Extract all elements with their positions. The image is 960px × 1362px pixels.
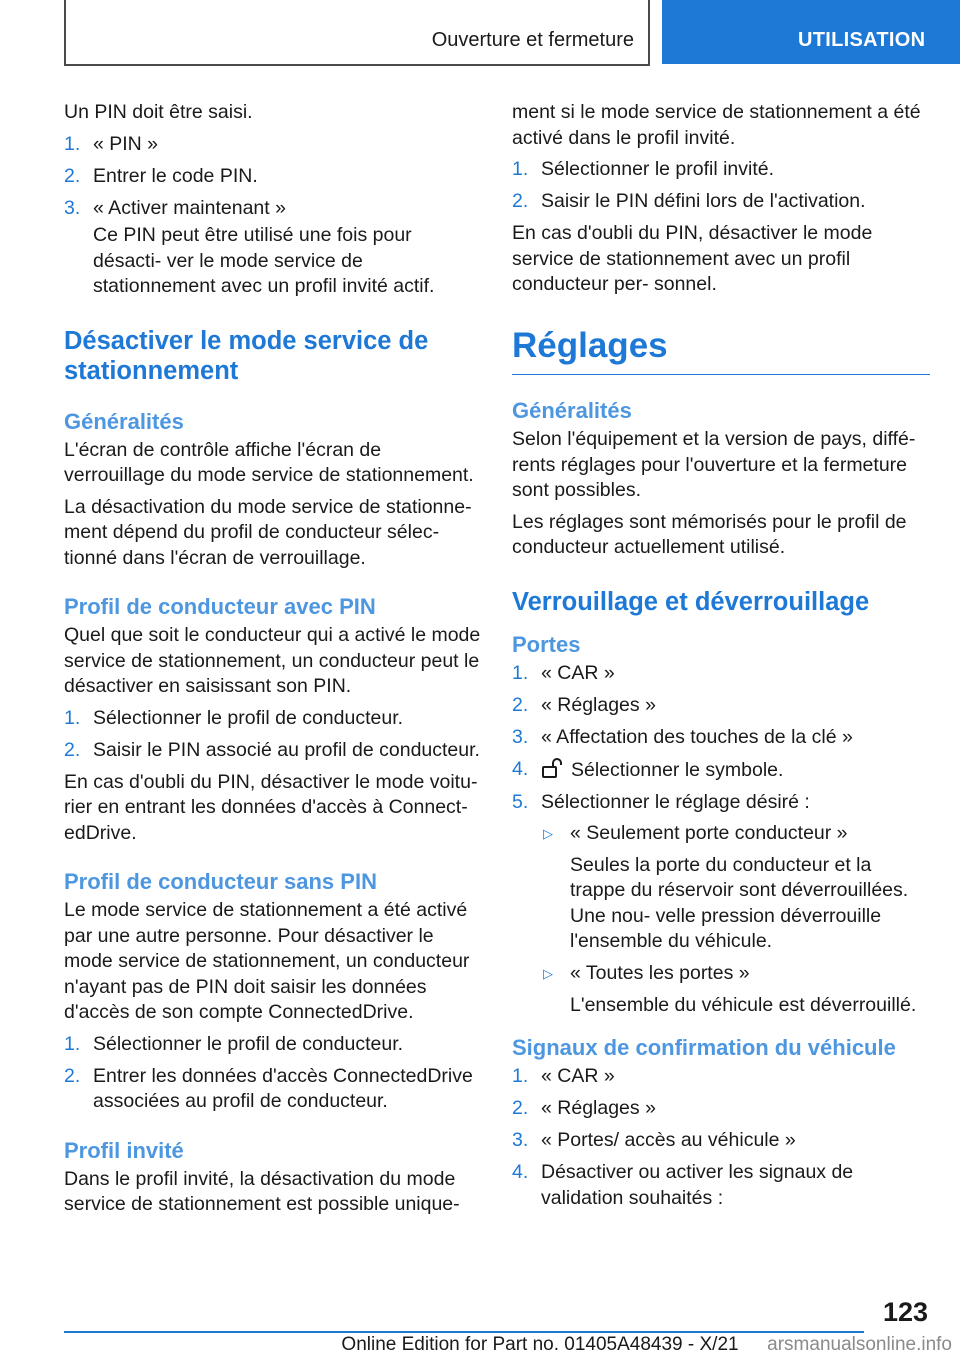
- step-text: « Activer maintenant »: [93, 196, 286, 219]
- signals-steps: [512, 1064, 930, 1211]
- step-text: Sélectionner le réglage désiré :: [541, 790, 810, 813]
- forgot-pin-paragraph: En cas d'oubli du PIN, désactiver le mode voitu‐ rier en entrant les données d'accès à Connect‐ edDrive.: [64, 770, 478, 844]
- step-number: 1.: [512, 661, 529, 684]
- step-note: Ce PIN peut être utilisé une fois pour désacti‐ ver le mode service de stationnement avec un profil invité actif.: [93, 224, 435, 297]
- heading-doors: Portes: [512, 631, 581, 657]
- pin-steps: [64, 132, 482, 300]
- step-text: Entrer le code PIN.: [93, 164, 258, 187]
- list-item: [512, 1160, 930, 1211]
- step-number: 1.: [512, 1065, 529, 1087]
- list-item: [64, 738, 482, 764]
- guest-paragraph: Dans le profil invité, la désactivation du mode service de stationnement est possible unique‐: [64, 1167, 460, 1215]
- list-item: [512, 157, 930, 183]
- list-item: [64, 706, 482, 732]
- header-chapter-tab: UTILISATION: [662, 0, 960, 64]
- triangle-bullet-icon: ▷: [543, 966, 553, 981]
- heading-general-settings: Généralités: [512, 398, 632, 423]
- without-pin-paragraph: Le mode service de stationnement a été activé par une autre personne. Pour désactiver le mode service de stationnement, un conducteur n'ayant pas de PIN doit saisir les données d'accès de son compte ConnectedDrive.: [64, 899, 470, 1023]
- step-number: 5.: [512, 790, 529, 813]
- heading-guest: Profil invité: [64, 1137, 184, 1163]
- option-label: « Seulement porte conducteur »: [570, 822, 848, 844]
- step-number: 2.: [512, 1097, 529, 1119]
- forgot-pin-guest-paragraph: En cas d'oubli du PIN, désactiver le mode service de stationnement avec un profil conducteur per‐ sonnel.: [512, 222, 873, 295]
- step-text: Désactiver ou activer les signaux de validation souhaités :: [541, 1161, 854, 1209]
- footer-divider: [64, 1331, 864, 1333]
- list-item: [541, 821, 930, 955]
- step-text: « PIN »: [93, 132, 159, 155]
- step-number: 2.: [64, 1064, 81, 1087]
- intro-text: Un PIN doit être saisi.: [64, 101, 253, 123]
- step-number: 1.: [64, 132, 81, 155]
- page-number: 123: [882, 1297, 928, 1327]
- step-text: « CAR »: [541, 661, 615, 684]
- footer-watermark: arsmanualsonline.info: [767, 1334, 952, 1355]
- list-item: [512, 1064, 930, 1090]
- heading-deactivate: Désactiver le mode service de stationnement: [64, 326, 429, 385]
- heading-without-pin: Profil de conducteur sans PIN: [64, 869, 377, 894]
- step-number: 4.: [512, 1161, 529, 1183]
- step-text: « Affectation des touches de la clé »: [541, 725, 853, 748]
- with-pin-steps: [64, 706, 482, 764]
- header-section-title: Ouverture et fermeture: [431, 29, 634, 51]
- heading-lock-unlock: Verrouillage et déverrouillage: [512, 587, 870, 616]
- continued-paragraph: ment si le mode service de stationnement a été activé dans le profil invité.: [512, 101, 921, 149]
- triangle-bullet-icon: ▷: [543, 826, 553, 841]
- step-number: 2.: [512, 190, 529, 212]
- step-number: 1.: [64, 1032, 81, 1055]
- step-text: « Réglages »: [541, 693, 656, 716]
- heading-divider: [512, 374, 930, 376]
- heading-general: Généralités: [64, 408, 184, 434]
- right-column: [512, 100, 930, 1218]
- list-item: [512, 661, 930, 687]
- list-item: [512, 757, 930, 784]
- unlock-icon: [541, 757, 563, 779]
- heading-settings: Réglages: [512, 325, 668, 365]
- step-text: Saisir le PIN associé au profil de conducteur.: [93, 738, 480, 761]
- header-section-box: [64, 0, 650, 66]
- step-text: « CAR »: [541, 1065, 615, 1087]
- footer-edition: Online Edition for Part no. 01405A48439 - X/21: [341, 1334, 739, 1355]
- list-item: [64, 164, 482, 190]
- list-item: [64, 1032, 482, 1058]
- list-item: [512, 725, 930, 751]
- general-paragraph-2: La désactivation du mode service de stationne‐ ment dépend du profil de conducteur sélec‐ tionné dans l'écran de verrouillage.: [64, 495, 472, 569]
- list-item: [64, 1064, 482, 1115]
- heading-with-pin: Profil de conducteur avec PIN: [64, 594, 376, 619]
- step-number: 3.: [64, 196, 81, 219]
- left-column: [64, 100, 482, 1224]
- step-text: Sélectionner le profil invité.: [541, 158, 775, 180]
- step-text: « Réglages »: [541, 1097, 656, 1119]
- without-pin-steps: [64, 1032, 482, 1115]
- list-item: [512, 1096, 930, 1122]
- list-item: [64, 196, 482, 300]
- list-item: [512, 1128, 930, 1154]
- step-text: Sélectionner le profil de conducteur.: [93, 1032, 404, 1055]
- option-label: « Toutes les portes »: [570, 962, 750, 984]
- step-text: « Portes/ accès au véhicule »: [541, 1129, 796, 1151]
- door-options: [541, 821, 930, 1018]
- step-number: 2.: [64, 738, 81, 761]
- step-text: Sélectionner le profil de conducteur.: [93, 706, 404, 729]
- list-item: [541, 961, 930, 1018]
- step-text: Entrer les données d'accès ConnectedDrive associées au profil de conducteur.: [93, 1064, 473, 1112]
- step-number: 3.: [512, 725, 529, 748]
- list-item: [64, 132, 482, 158]
- step-number: 3.: [512, 1129, 529, 1151]
- option-description: L'ensemble du véhicule est déverrouillé.: [570, 993, 917, 1016]
- step-number: 1.: [512, 158, 529, 180]
- step-text: Saisir le PIN défini lors de l'activation.: [541, 190, 866, 212]
- heading-signals: Signaux de confirmation du véhicule: [512, 1035, 896, 1060]
- list-item: [512, 189, 930, 215]
- guest-steps: [512, 157, 930, 215]
- step-number: 2.: [64, 164, 81, 187]
- settings-paragraph-1: Selon l'équipement et la version de pays, diffé‐ rents réglages pour l'ouverture et la fermeture sont possibles.: [512, 428, 916, 501]
- general-paragraph-1: L'écran de contrôle affiche l'écran de verrouillage du mode service de stationnement.: [64, 438, 474, 486]
- settings-paragraph-2: Les réglages sont mémorisés pour le profil de conducteur actuellement utilisé.: [512, 510, 907, 558]
- step-number: 2.: [512, 693, 529, 716]
- option-description: Seules la porte du conducteur et la trappe du réservoir sont déverrouillées. Une nou‐ velle pression déverrouille l'ensemble du véhicule.: [570, 853, 909, 952]
- doors-steps: [512, 661, 930, 1019]
- list-item: [512, 693, 930, 719]
- list-item: [512, 790, 930, 1019]
- step-number: 1.: [64, 706, 81, 729]
- with-pin-paragraph: Quel que soit le conducteur qui a activé le mode service de stationnement, un conducteur peut le désactiver en saisissant son PIN.: [64, 624, 481, 697]
- step-number: 4.: [512, 757, 529, 780]
- step-text: Sélectionner le symbole.: [571, 758, 784, 781]
